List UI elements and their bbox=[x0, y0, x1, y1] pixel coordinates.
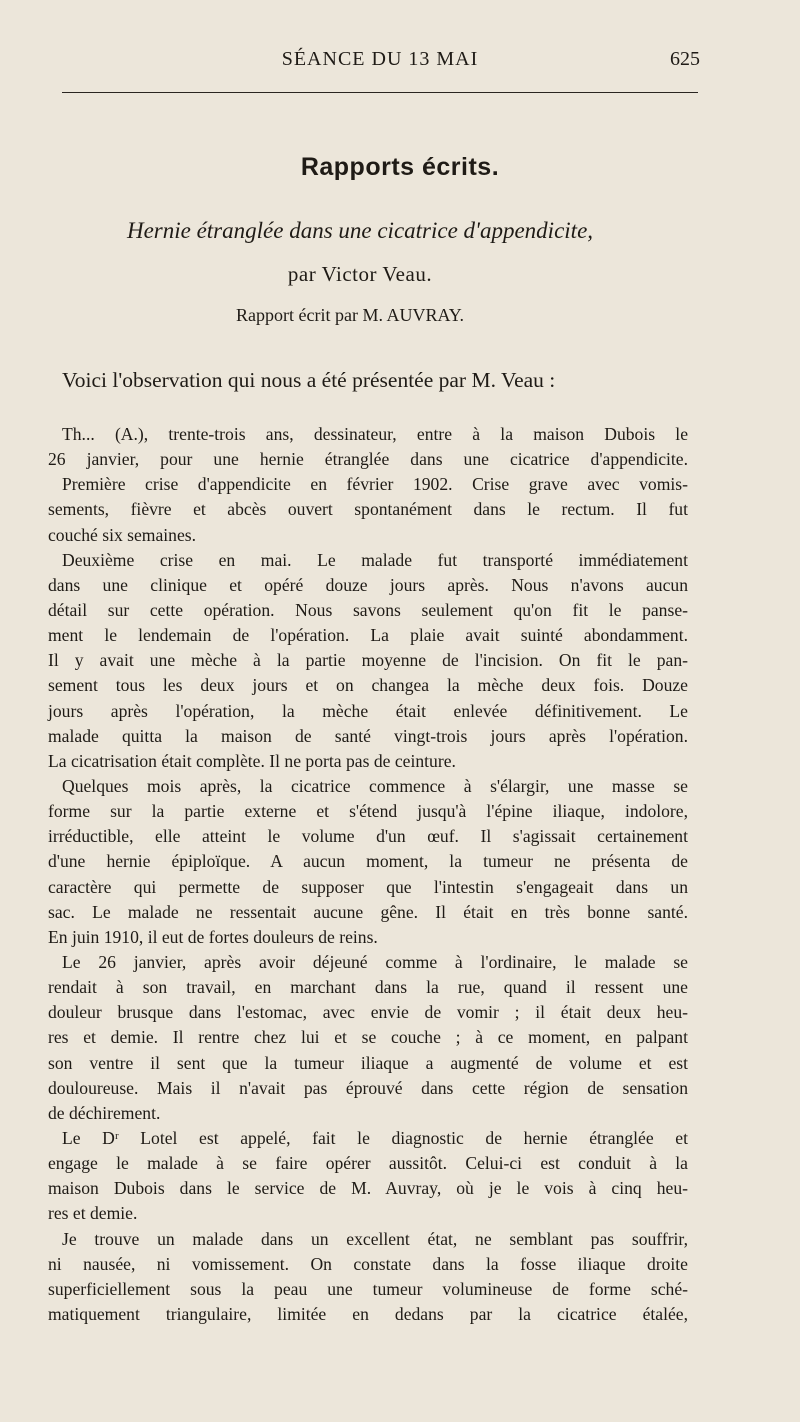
text-line: Première crise d'appendicite en février 1902. Crise grave avec vomis- bbox=[62, 474, 688, 495]
text-line: sac. Le malade ne ressentait aucune gêne. Il était en très bonne santé. bbox=[48, 901, 688, 922]
text-line: res et demie. Il rentre chez lui et se couche ; à ce moment, en palpant bbox=[48, 1027, 688, 1048]
text-line: douleur brusque dans l'estomac, avec envie de vomir ; il était deux heu- bbox=[48, 1002, 688, 1023]
text-line: jours après l'opération, la mèche était enlevée définitivement. Le bbox=[48, 700, 688, 721]
text-line: détail sur cette opération. Nous savons seulement qu'on fit le panse- bbox=[48, 599, 688, 620]
text-line: caractère qui permette de supposer que l'intestin s'engageait dans un bbox=[48, 876, 688, 897]
text-line: superficiellement sous la peau une tumeur volumineuse de forme sché- bbox=[48, 1278, 688, 1299]
text-line: sements, fièvre et abcès ouvert spontanément dans le rectum. Il fut bbox=[48, 499, 688, 520]
text-line: Il y avait une mèche à la partie moyenne de l'incision. On fit le pan- bbox=[48, 650, 688, 671]
text-line: Le 26 janvier, après avoir déjeuné comme à l'ordinaire, le malade se bbox=[62, 951, 688, 972]
text-line: douloureuse. Mais il n'avait pas éprouvé dans cette région de sensation bbox=[48, 1077, 688, 1098]
text-line: son ventre il sent que la tumeur iliaque a augmenté de volume et est bbox=[48, 1052, 688, 1073]
text-line: Quelques mois après, la cicatrice commence à s'élargir, une masse se bbox=[62, 775, 688, 796]
intro-paragraph: Voici l'observation qui nous a été présentée par M. Veau : bbox=[62, 368, 556, 392]
text-line: de déchirement. bbox=[48, 1102, 161, 1123]
text-line: matiquement triangulaire, limitée en dedans par la cicatrice étalée, bbox=[48, 1303, 688, 1324]
text-line: couché six semaines. bbox=[48, 524, 197, 545]
text-line: d'une hernie épiploïque. A aucun moment, la tumeur ne présenta de bbox=[48, 851, 688, 872]
page-number: 625 bbox=[670, 48, 700, 70]
section-title: Rapports écrits. bbox=[300, 153, 500, 181]
text-line: dans une clinique et opéré douze jours après. Nous n'avons aucun bbox=[48, 574, 688, 595]
text-line: ni nausée, ni vomissement. On constate dans la fosse iliaque droite bbox=[48, 1253, 688, 1274]
text-line: ment le lendemain de l'opération. La plaie avait suinté abondamment. bbox=[48, 625, 688, 646]
text-line: Je trouve un malade dans un excellent état, ne semblant pas souffrir, bbox=[62, 1228, 688, 1249]
header-rule bbox=[62, 92, 698, 93]
text-line: engage le malade à se faire opérer aussitôt. Celui-ci est conduit à la bbox=[48, 1153, 688, 1174]
observation-text bbox=[48, 422, 688, 1327]
text-line: maison Dubois dans le service de M. Auvray, où je le vois à cinq heu- bbox=[48, 1178, 688, 1199]
running-title: SÉANCE DU 13 MAI bbox=[281, 48, 479, 70]
text-line: 26 janvier, pour une hernie étranglée dans une cicatrice d'appendicite. bbox=[48, 449, 688, 470]
text-line: rendait à son travail, en marchant dans la rue, quand il ressent une bbox=[48, 977, 688, 998]
text-line: Le Dʳ Lotel est appelé, fait le diagnostic de hernie étranglée et bbox=[62, 1127, 688, 1148]
text-line: forme sur la partie externe et s'étend jusqu'à l'épine iliaque, indolore, bbox=[48, 801, 688, 822]
text-line: res et demie. bbox=[48, 1203, 138, 1224]
report-by-line: Rapport écrit par M. AUVRAY. bbox=[236, 305, 464, 325]
text-line: La cicatrisation était complète. Il ne porta pas de ceinture. bbox=[48, 750, 456, 771]
report-title: Hernie étranglée dans une cicatrice d'appendicite, bbox=[126, 218, 594, 243]
text-line: irréductible, elle atteint le volume d'un œuf. Il s'agissait certainement bbox=[48, 826, 688, 847]
running-head bbox=[60, 48, 700, 76]
report-author: par Victor Veau. bbox=[287, 262, 433, 286]
text-line: En juin 1910, il eut de fortes douleurs de reins. bbox=[48, 926, 378, 947]
text-line: Deuxième crise en mai. Le malade fut transporté immédiatement bbox=[62, 549, 688, 570]
text-line: sement tous les deux jours et on changea la mèche deux fois. Douze bbox=[48, 675, 688, 696]
text-line: Th... (A.), trente-trois ans, dessinateur, entre à la maison Dubois le bbox=[62, 424, 688, 444]
text-line: malade quitta la maison de santé vingt-trois jours après l'opération. bbox=[48, 725, 688, 746]
